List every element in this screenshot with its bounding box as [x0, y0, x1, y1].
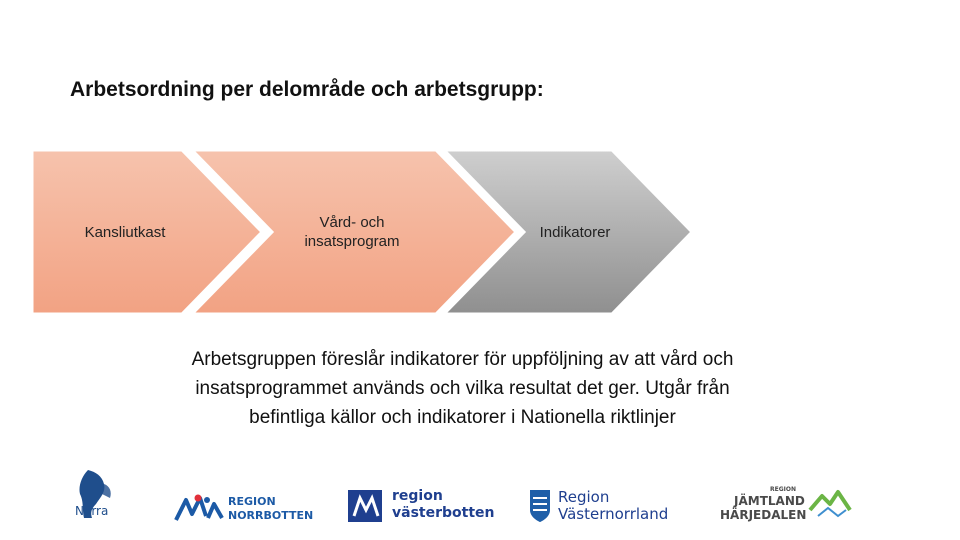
sweden-map-icon — [66, 468, 126, 534]
logo-norrbotten-line1: REGION — [228, 495, 276, 508]
logo-norra — [66, 468, 126, 534]
slide-title: Arbetsordning per delområde och arbetsgrupp: — [70, 78, 544, 101]
logo-jamtland-line2: HÄRJEDALEN — [720, 508, 807, 522]
logo-vasterbotten-line2: västerbotten — [392, 505, 495, 521]
step-label-vard-och-insatsprogram: Vård- och insatsprogram — [304, 214, 400, 250]
description-text: Arbetsgruppen föreslår indikatorer för uppföljning av att vård och insatsprogrammet används och vilka resultat det ger. Utgår från befintliga källor och indikatorer i Nationella riktlinjer — [191, 349, 734, 428]
logo-vasternorrland-line1: Region — [558, 488, 610, 506]
logo-region-vasterbotten — [346, 488, 495, 524]
logo-jamtland-line0: REGION — [770, 486, 796, 493]
logo-vasternorrland-line2: Västernorrland — [558, 505, 669, 523]
logo-vasterbotten-line1: region — [392, 488, 443, 504]
step-label-kansliutkast: Kansliutkast — [84, 224, 166, 241]
vasterbotten-mark-icon — [346, 488, 386, 524]
norrbotten-mark-icon — [174, 492, 226, 526]
vasternorrland-shield-icon — [528, 488, 554, 524]
logo-region-jamtland-harjedalen — [718, 484, 858, 528]
logo-norrbotten-line2: NORRBOTTEN — [228, 509, 314, 522]
logo-region-vasternorrland — [528, 488, 668, 524]
step-label-indikatorer: Indikatorer — [539, 224, 611, 241]
logo-region-norrbotten — [174, 492, 314, 526]
logo-jamtland-line1: JÄMTLAND — [734, 494, 805, 508]
mountain-icon — [808, 486, 852, 526]
logo-norra-text: Norra — [75, 504, 109, 518]
